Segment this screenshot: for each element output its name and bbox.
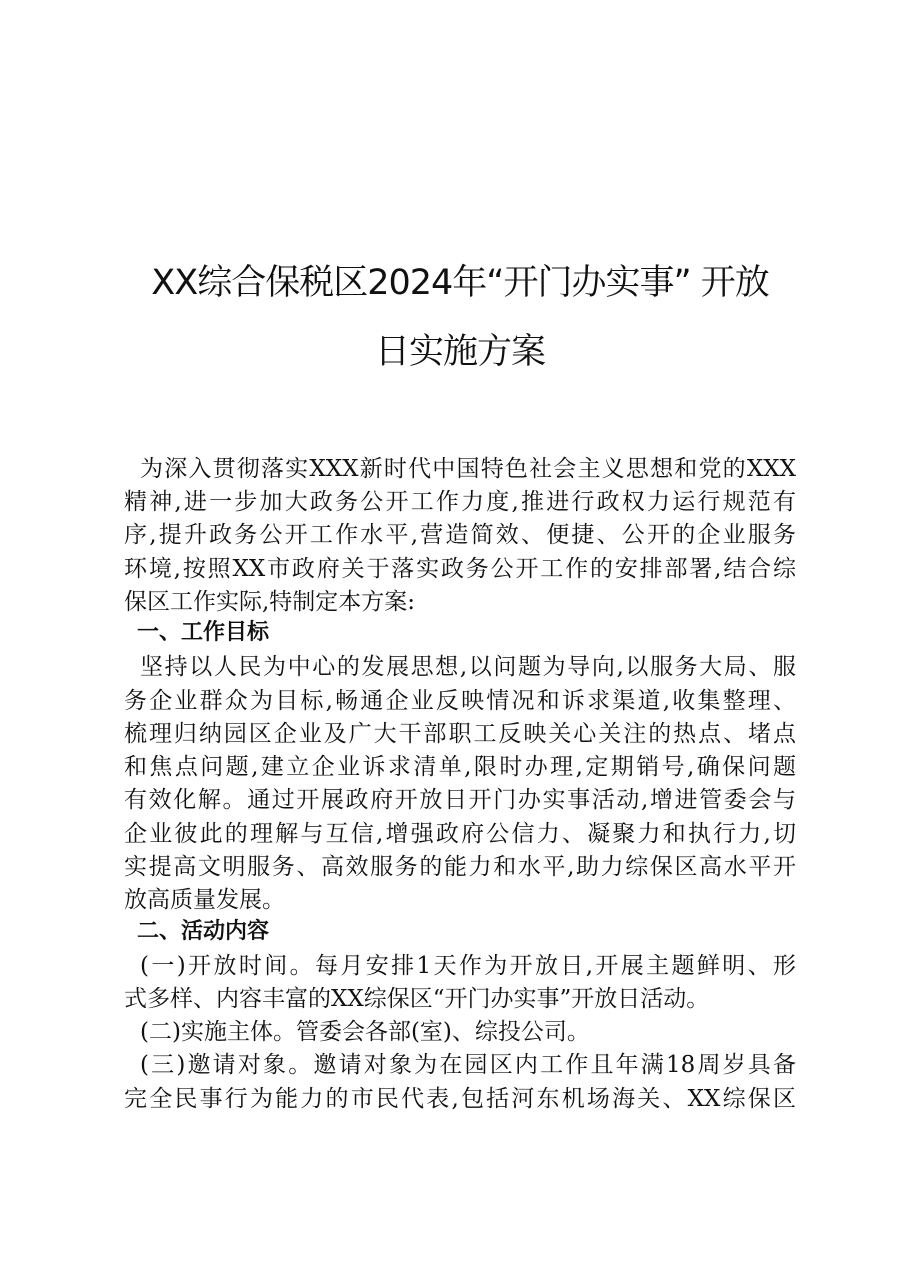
document-title-line-2: 日实施方案 (374, 332, 545, 372)
section-heading-goals: 一、工作目标 (137, 620, 270, 645)
section-heading-activities: 二、活动内容 (137, 919, 270, 944)
content-line-1: (一)开放时间。每月安排1天作为开放日,开展主题鲜明、形 (140, 953, 796, 979)
content-line-4: (三)邀请对象。邀请对象为在园区内工作且年满18周岁具备 (140, 1052, 796, 1078)
goal-line-1: 坚持以人民为中心的发展思想,以问题为导向,以服务大局、服 (140, 654, 796, 680)
goal-line-6: 企业彼此的理解与互信,增强政府公信力、凝聚力和执行力,切 (124, 821, 796, 847)
intro-line-2: 精神,进一步加大政务公开工作力度,推进行政权力运行规范有 (124, 489, 796, 515)
goal-line-8: 放高质量发展。 (124, 887, 285, 913)
goal-line-7: 实提高文明服务、高效服务的能力和水平,助力综保区高水平开 (124, 854, 796, 880)
intro-line-4: 环境,按照XX市政府关于落实政务公开工作的安排部署,结合综 (124, 556, 796, 582)
goal-line-4: 和焦点问题,建立企业诉求清单,限时办理,定期销号,确保问题 (124, 754, 796, 780)
content-line-3: (二)实施主体。管委会各部(室)、综投公司。 (140, 1019, 590, 1045)
document-title-line-1: XX综合保税区2024年“开门办实事” 开放 (151, 263, 769, 303)
content-line-2: 式多样、内容丰富的XX综保区“开门办实事”开放日活动。 (124, 986, 710, 1012)
intro-line-3: 序,提升政务公开工作水平,营造简效、便捷、公开的企业服务 (124, 522, 796, 548)
intro-line-1: 为深入贯彻落实XXX新时代中国特色社会主义思想和党的XXX (140, 456, 796, 482)
content-line-5: 完全民事行为能力的市民代表,包括河东机场海关、XX综保区 (124, 1086, 796, 1112)
goal-line-2: 务企业群众为目标,畅通企业反映情况和诉求渠道,收集整理、 (124, 688, 796, 714)
intro-line-5: 保区工作实际,特制定本方案: (124, 589, 416, 615)
goal-line-3: 梳理归纳园区企业及广大干部职工反映关心关注的热点、堵点 (124, 721, 796, 747)
goal-line-5: 有效化解。通过开展政府开放日开门办实事活动,增进管委会与 (124, 787, 796, 813)
